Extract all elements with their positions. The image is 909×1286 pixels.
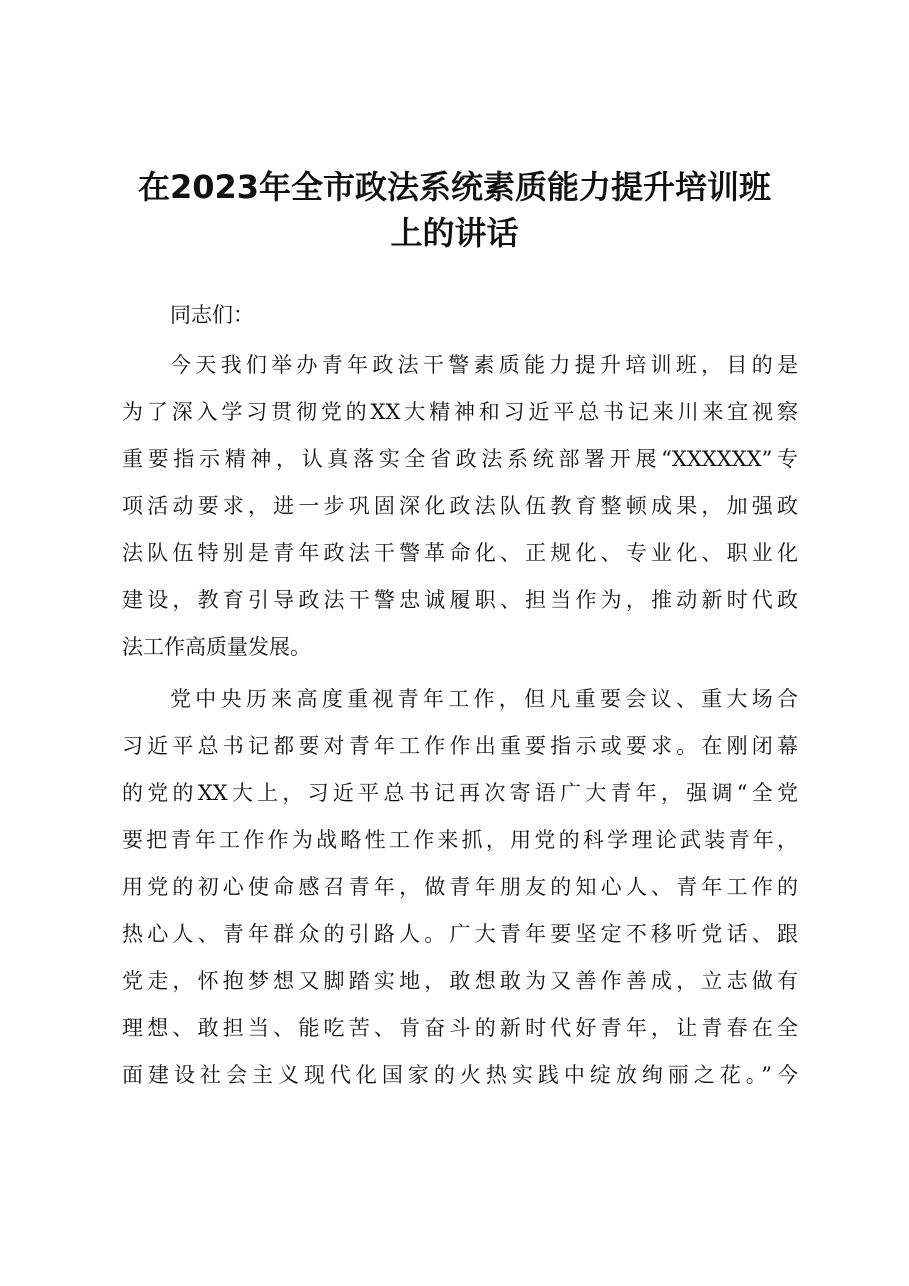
paragraph-line: 项活动要求，进一步巩固深化政法队伍教育整顿成果，加强政 (122, 494, 798, 518)
document-title-line-1: 在2023年全市政法系统素质能力提升培训班 (137, 168, 772, 206)
paragraph-line: 今天我们举办青年政法干警素质能力提升培训班，目的是 (170, 353, 798, 377)
paragraph-line: 党走，怀抱梦想又脚踏实地，敢想敢为又善作善成，立志做有 (122, 969, 798, 993)
paragraph-line: 用党的初心使命感召青年，做青年朋友的知心人、青年工作的 (122, 875, 798, 899)
salutation: 同志们： (170, 303, 254, 327)
paragraph-line: 党中央历来高度重视青年工作，但凡重要会议、重大场合 (170, 687, 798, 711)
paragraph-line: 法工作高质量发展。 (122, 635, 311, 659)
paragraph-line: 热心人、青年群众的引路人。广大青年要坚定不移听党话、跟 (122, 922, 798, 946)
paragraph-line: 为了深入学习贯彻党的XX大精神和习近平总书记来川来宜视察 (122, 400, 798, 424)
paragraph-line: 理想、敢担当、能吃苦、肯奋斗的新时代好青年，让青春在全 (122, 1016, 798, 1040)
document-title-line-2: 上的讲话 (390, 214, 519, 252)
paragraph-line: 习近平总书记都要对青年工作作出重要指示或要求。在刚闭幕 (122, 734, 798, 758)
paragraph-line: 要把青年工作作为战略性工作来抓，用党的科学理论武装青年， (122, 828, 798, 852)
paragraph-line: 面建设社会主义现代化国家的火热实践中绽放绚丽之花。”今 (122, 1063, 798, 1087)
paragraph-line: 的党的XX大上，习近平总书记再次寄语广大青年，强调“全党 (122, 781, 798, 805)
paragraph-line: 建设，教育引导政法干警忠诚履职、担当作为，推动新时代政 (122, 588, 798, 612)
paragraph-line: 重要指示精神，认真落实全省政法系统部署开展“XXXXXX”专 (122, 447, 798, 471)
paragraph-line: 法队伍特别是青年政法干警革命化、正规化、专业化、职业化 (122, 541, 798, 565)
